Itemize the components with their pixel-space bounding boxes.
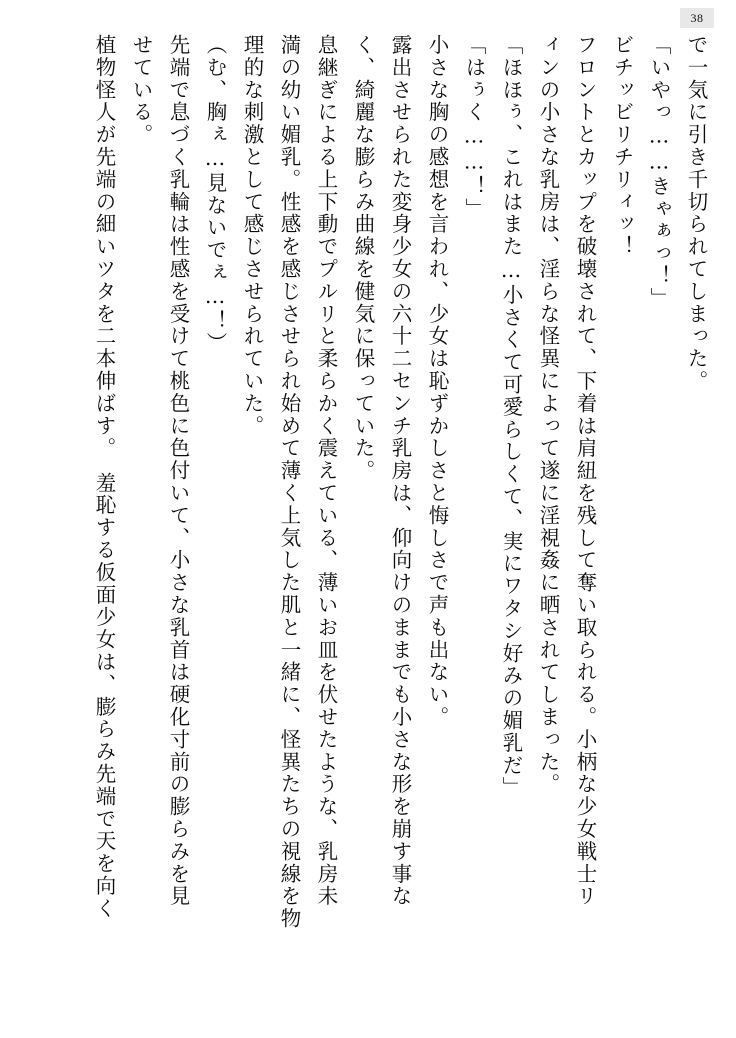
text-column-content: で一気に引き千切られてしまった。: [684, 34, 708, 393]
text-column: [225, 34, 262, 1016]
text-column: [114, 34, 151, 1016]
text-column: [558, 34, 595, 1016]
text-column: [373, 34, 410, 1016]
text-column: [521, 34, 558, 1016]
text-column-content: 露出させられた変身少女の六十二センチ乳房は、仰向けのままでも小さな形を崩す事な: [388, 34, 412, 908]
text-column-content: 「いやっ……きゃぁっ！」: [647, 34, 671, 310]
page-number: 38: [680, 8, 714, 28]
text-column-content: 小さな胸の感想を言われ、少女は恥ずかしさと悔しさで声も出ない。: [425, 34, 449, 729]
text-column-content: 息継ぎによる上下動でプルリと柔らかく震えている、薄いお皿を伏せたような、乳房未: [314, 34, 338, 908]
text-column: [336, 34, 373, 1016]
text-column-content: （む、胸ぇ…見ないでぇ…！）: [203, 34, 227, 355]
text-column-content: ビチッビリチリィッ！: [610, 34, 634, 258]
text-column: [188, 34, 225, 1016]
text-column: [262, 34, 299, 1016]
text-column: [484, 34, 521, 1016]
text-column: [632, 34, 669, 1016]
text-column-content: 理的な刺激として感じさせられていた。: [240, 34, 264, 438]
text-column-content: ィンの小さな乳房は、淫らな怪異によって遂に淫視姦に晒されてしまった。: [536, 34, 560, 796]
text-column: [595, 34, 632, 1016]
text-column-content: く、綺麗な膨らみ曲線を健気に保っていた。: [351, 34, 375, 482]
text-column: [77, 34, 114, 1016]
text-column-content: 先端で息づく乳輪は性感を受けて桃色に色付いて、小さな乳首は硬化寸前の膨らみを見: [166, 34, 190, 908]
text-column: [669, 34, 706, 1016]
text-column: [447, 34, 484, 1016]
text-column-content: せている。: [129, 34, 153, 146]
text-column-content: 「はぅく……！」: [462, 34, 486, 221]
text-column: [299, 34, 336, 1016]
text-column: [410, 34, 447, 1016]
text-column-content: フロントとカップを破壊されて、下着は肩紐を残して奪い取られる。小柄な少女戦士リ: [573, 34, 597, 908]
text-column-content: 「ほほぅ、これはまた…小さくて可愛らしくて、実にワタシ好みの媚乳だ」: [499, 34, 523, 800]
vertical-text-body: [34, 34, 706, 1016]
text-column-content: 植物怪人が先端の細いツタを二本伸ばす。 羞恥する仮面少女は、膨らみ先端で天を向く: [92, 34, 116, 920]
text-column: [151, 34, 188, 1016]
text-column-content: 満の幼い媚乳。性感を感じさせられ始めて薄く上気した肌と一緒に、怪異たちの視線を物: [277, 34, 301, 930]
